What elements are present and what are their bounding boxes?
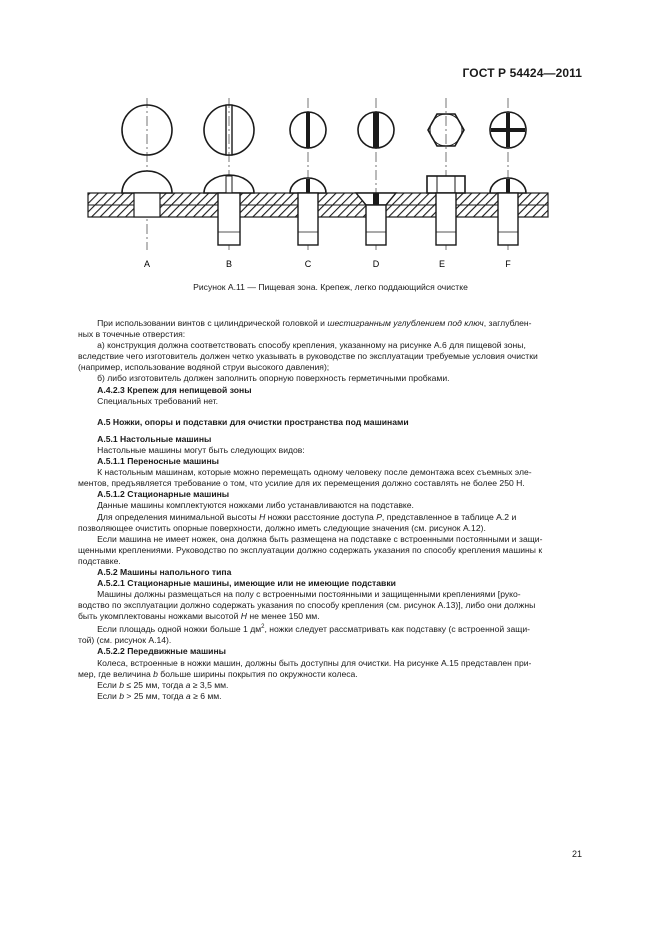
paragraph: Машины должны размещаться на полу с встроенными постоянными и защищенными креплениями [руко- — [97, 589, 521, 600]
section-d — [356, 193, 396, 245]
paragraph: При использовании винтов с цилиндрической головкой и шестигранным углублением под ключ, заглублен- — [97, 318, 532, 328]
paragraph: Если машина не имеет ножек, она должна быть размещена на подставке с встроенными постоянными и защи- — [97, 533, 543, 544]
label-f: F — [505, 259, 511, 269]
paragraph: Если b ≤ 25 мм, тогда а ≥ 3,5 мм. — [97, 679, 229, 690]
heading-a423: А.4.2.3 Крепеж для непищевой зоны — [97, 384, 252, 395]
heading-a522: А.5.2.2 Передвижные машины — [97, 646, 226, 657]
heading-a521: А.5.2.1 Стационарные машины, имеющие или не имеющие подставки — [97, 578, 396, 589]
paragraph-cont: ментов, предъявляется требование о том, что усилие для их перемещения должно составлять не более 250 Н. — [78, 478, 525, 489]
label-c: C — [304, 259, 312, 269]
paragraph: Для определения минимальной высоты Н ножки расстояние доступа Р, представленное в таблице А.2 и — [97, 511, 517, 522]
figure-fasteners — [80, 92, 580, 282]
paragraph-cont: быть укомплектованы ножками высотой Н не менее 150 мм. — [78, 611, 320, 622]
heading-a51: А.5.1 Настольные машины — [97, 433, 212, 444]
list-item-a: а) конструкция должна соответствовать способу крепления, указанному на рисунке А.6 для пищевой зоны, — [97, 340, 526, 351]
paragraph: Настольные машины могут быть следующих видов: — [97, 444, 305, 455]
heading-a5: А.5 Ножки, опоры и подставки для очистки пространства под машинами — [97, 416, 409, 427]
paragraph: К настольным машинам, которые можно перемещать одному человеку после демонтажа всех съемных эле- — [97, 467, 532, 478]
figure-caption: Рисунок А.11 — Пищевая зона. Крепеж, легко поддающийся очистке — [193, 282, 468, 292]
heading-a511: А.5.1.1 Переносные машины — [97, 456, 219, 467]
paragraph: Если b > 25 мм, тогда а ≥ 6 мм. — [97, 690, 222, 701]
paragraph-cont: той) (см. рисунок А.14). — [78, 635, 172, 646]
heading-a512: А.5.1.2 Стационарные машины — [97, 489, 230, 500]
label-d: D — [372, 259, 380, 269]
list-item-a-cont: (например, использование водяной струи высокого давления); — [78, 362, 330, 373]
paragraph-cont: мер, где величина b больше ширины покрытия по окружности колеса. — [78, 668, 358, 679]
paragraph: Если площадь одной ножки больше 1 $дм^2$, ножки следует рассматривать как подставку (с встроенной защи- — [97, 624, 530, 635]
paragraph: Специальных требований нет. — [97, 395, 219, 406]
label-e: E — [438, 259, 446, 269]
paragraph-cont: ных в точечные отверстия: — [78, 329, 186, 340]
paragraph: Колеса, встроенные в ножки машин, должны быть доступны для очистки. На рисунке А.15 представлен при- — [97, 657, 532, 668]
page-number: 21 — [571, 849, 582, 859]
paragraph-cont: позволяющее очистить опорные поверхности, должно иметь следующие значения (см. рисунок А.12). — [78, 522, 486, 533]
paragraph-cont: подставке. — [78, 555, 121, 566]
list-item-b: б) либо изготовитель должен заполнить опорную поверхность герметичными пробками. — [97, 373, 450, 384]
document-header: ГОСТ Р 54424—2011 — [462, 66, 582, 80]
label-a: A — [143, 259, 151, 269]
heading-a52: А.5.2 Машины напольного типа — [97, 566, 232, 577]
paragraph-cont: щенными креплениями. Руководство по эксплуатации должно содержать указания по способу крепления машины к — [78, 544, 543, 555]
label-b: B — [225, 259, 233, 269]
paragraph-cont: водство по эксплуатации должно содержать указания по способу крепления (см. рисунок А.13)], либо они должны — [78, 600, 536, 611]
body-text — [78, 318, 582, 702]
paragraph: Данные машины комплектуются ножками либо устанавливаются на подставке. — [97, 500, 414, 511]
list-item-a-cont: вследствие чего изготовитель должен четко указывать в руководстве по эксплуатации требуемые условия очистки — [78, 351, 538, 362]
